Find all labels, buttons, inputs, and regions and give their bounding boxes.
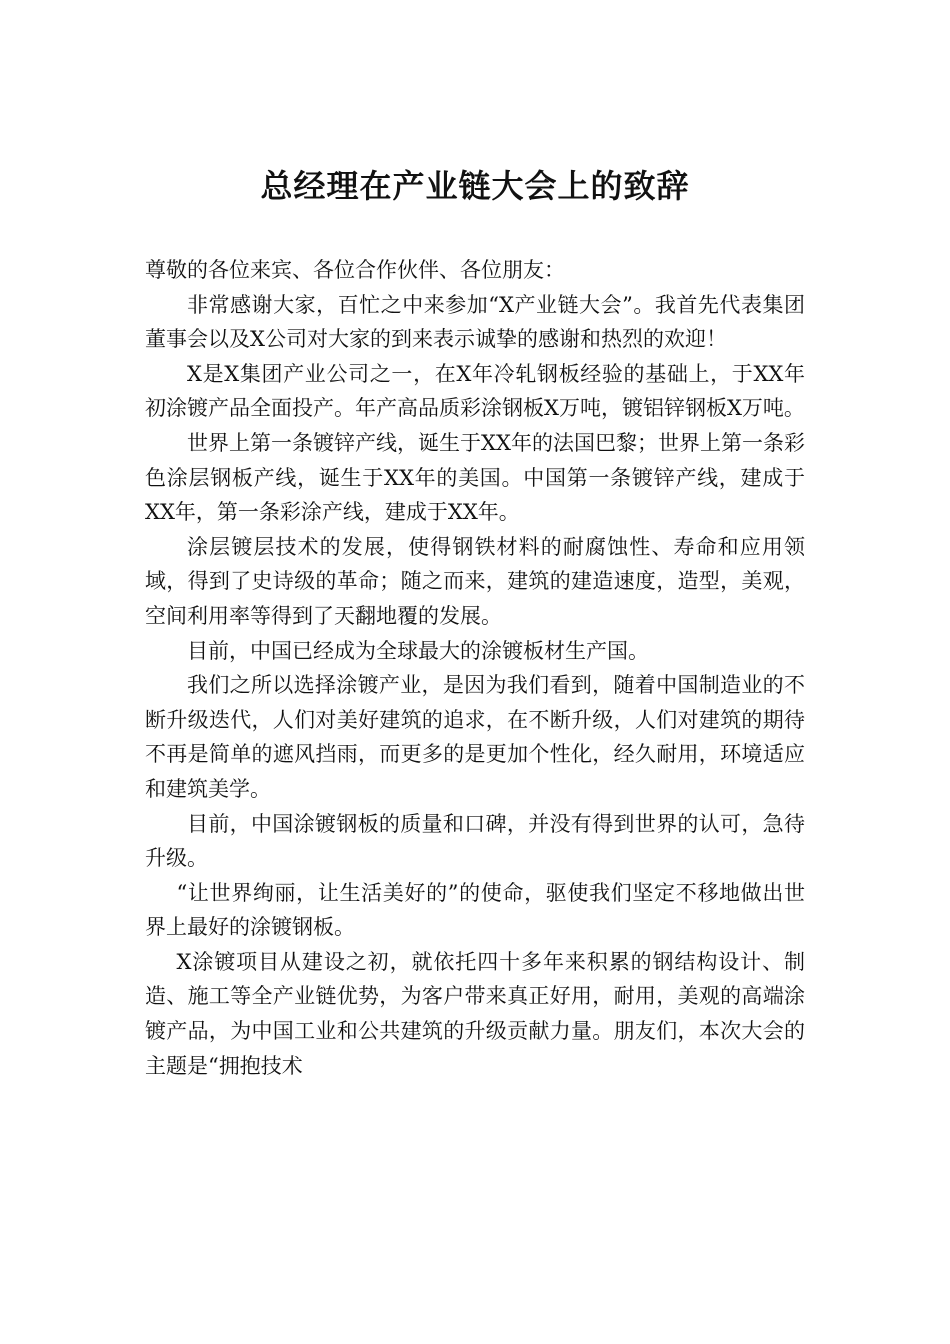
paragraph-company-intro: X是X集团产业公司之一，在X年冷轧钢板经验的基础上，于XX年初涂镀产品全面投产。年产高品质彩涂钢板X万吨，镀铝锌钢板X万吨。: [145, 361, 805, 421]
paragraph-technology: 涂层镀层技术的发展，使得钢铁材料的耐腐蚀性、寿命和应用领域，得到了史诗级的革命；随之而来，建筑的建造速度，造型，美观，空间利用率等得到了天翻地覆的发展。: [145, 534, 805, 628]
salutation: 尊敬的各位来宾、各位合作伙伴、各位朋友：: [145, 258, 565, 282]
paragraph-mission: “让世界绚丽，让生活美好的”的使命，驱使我们坚定不移地做出世界上最好的涂镀钢板。: [145, 880, 805, 940]
paragraph-quality: 目前，中国涂镀钢板的质量和口碑，并没有得到世界的认可，急待升级。: [145, 811, 805, 871]
paragraph-reason: 我们之所以选择涂镀产业，是因为我们看到，随着中国制造业的不断升级迭代，人们对美好建筑的追求，在不断升级，人们对建筑的期待不再是简单的遮风挡雨，而更多的是更加个性化，经久耐用，环境适应和建筑美学。: [145, 673, 805, 801]
paragraph-china-status: 目前，中国已经成为全球最大的涂镀板材生产国。: [187, 638, 649, 663]
paragraph-history: 世界上第一条镀锌产线，诞生于XX年的法国巴黎；世界上第一条彩色涂层钢板产线，诞生于XX年的美国。中国第一条镀锌产线，建成于XX年，第一条彩涂产线，建成于XX年。: [145, 430, 805, 525]
document-body: [145, 253, 805, 1083]
paragraph-project: X涂镀项目从建设之初，就依托四十多年来积累的钢结构设计、制造、施工等全产业链优势，为客户带来真正好用，耐用，美观的高端涂镀产品，为中国工业和公共建筑的升级贡献力量。朋友们，本次大会的主题是“拥抱技术: [145, 949, 805, 1078]
paragraph-thanks: 非常感谢大家，百忙之中来参加“X产业链大会”。我首先代表集团董事会以及X公司对大家的到来表示诚挚的感谢和热烈的欢迎！: [145, 292, 805, 352]
document-title: 总经理在产业链大会上的致辞: [260, 167, 690, 205]
